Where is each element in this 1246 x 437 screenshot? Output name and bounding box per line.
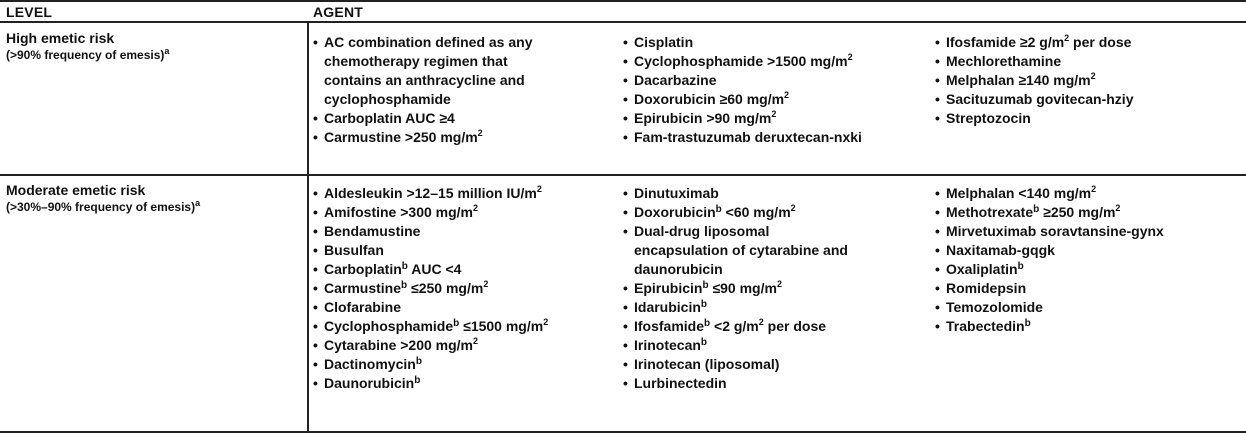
- list-item: • Daunorubicin$^b$: [313, 375, 421, 391]
- list-item: • Cyclophosphamide$^b$ ≤1500 $mg/m^2$: [313, 317, 549, 334]
- list-item: • Romidepsin: [935, 280, 1027, 296]
- list-item: • Naxitamab-gqgk: [935, 242, 1055, 258]
- level-high-sub: (>90% frequency of emesis)$^a$: [6, 46, 170, 62]
- list-item: • Bendamustine: [313, 223, 421, 239]
- list-item: • Temozolomide: [935, 299, 1043, 315]
- row-divider: [0, 174, 1246, 176]
- level-moderate-title: Moderate emetic risk: [6, 182, 146, 198]
- moderate-agents-col-3: [935, 184, 1164, 336]
- list-item: • Fam-trastuzumab deruxtecan-nxki: [623, 129, 862, 145]
- list-item: • Ifosfamide$^b$ <2 $g/m^2$ per dose: [623, 317, 827, 334]
- list-item: • Mechlorethamine: [935, 53, 1062, 69]
- list-item: • Doxorubicin ≥60 $mg/m^2$: [623, 90, 790, 107]
- header-level: LEVEL: [6, 4, 53, 20]
- list-item: • Epirubicin$^b$ ≤90 $mg/m^2$: [623, 279, 782, 296]
- list-item: • Sacituzumab govitecan-hziy: [935, 91, 1134, 107]
- header-agent: AGENT: [313, 4, 363, 20]
- list-item: • Streptozocin: [935, 110, 1031, 126]
- list-item-cont: contains an anthracycline and: [324, 72, 525, 88]
- list-item: • Melphalan <140 $mg/m^2$: [935, 184, 1097, 201]
- list-item: • Melphalan ≥140 $mg/m^2$: [935, 71, 1096, 88]
- list-item: • Trabectedin$^b$: [935, 318, 1031, 334]
- high-agents-col-1: [313, 33, 532, 147]
- level-high-title: High emetic risk: [6, 30, 115, 46]
- list-item: • Cisplatin: [623, 34, 694, 50]
- list-item: • Carmustine$^b$ ≤250 $mg/m^2$: [313, 279, 489, 296]
- high-agents-col-3: [935, 33, 1133, 128]
- list-item-cont: cyclophosphamide: [324, 91, 451, 107]
- list-item: • Carmustine >250 $mg/m^2$: [313, 128, 483, 145]
- list-item: • Irinotecan$^b$: [623, 337, 708, 353]
- list-item: • Mirvetuximab soravtansine-gynx: [935, 223, 1164, 239]
- list-item: • Idarubicin$^b$: [623, 299, 708, 315]
- list-item: • Carboplatin$^b$ AUC <4: [313, 261, 462, 277]
- list-item: • Lurbinectedin: [623, 375, 727, 391]
- bottom-rule: [0, 431, 1246, 433]
- list-item-cont: chemotherapy regimen that: [324, 53, 508, 69]
- list-item: • Oxaliplatin$^b$: [935, 261, 1024, 277]
- high-agents-col-2: [623, 33, 862, 147]
- list-item: • Methotrexate$^b$ ≥250 $mg/m^2$: [935, 203, 1121, 220]
- list-item: • Dacarbazine: [623, 72, 717, 88]
- level-moderate: [6, 182, 200, 216]
- list-item: • Epirubicin >90 $mg/m^2$: [623, 109, 777, 126]
- list-item: • Irinotecan (liposomal): [623, 356, 780, 372]
- list-item: • Dactinomycin$^b$: [313, 356, 422, 372]
- moderate-agents-col-2: [623, 184, 848, 393]
- list-item-cont: daunorubicin: [634, 261, 723, 277]
- level-moderate-sub: (>30%–90% frequency of emesis)$^a$: [6, 198, 201, 214]
- list-item: • Dual-drug liposomal: [623, 223, 770, 239]
- top-rule: [0, 0, 1246, 2]
- header-rule: [0, 21, 1246, 23]
- list-item: • Clofarabine: [313, 299, 402, 315]
- list-item: • Carboplatin AUC ≥4: [313, 110, 455, 126]
- column-divider: [307, 23, 309, 431]
- list-item-cont: encapsulation of cytarabine and: [634, 242, 848, 258]
- list-item: • Dinutuximab: [623, 185, 719, 201]
- moderate-agents-col-1: [313, 184, 548, 393]
- list-item: • Busulfan: [313, 242, 384, 258]
- list-item: • Doxorubicin$^b$ <60 $mg/m^2$: [623, 203, 796, 220]
- list-item: • Cytarabine >200 $mg/m^2$: [313, 336, 479, 353]
- level-high: [6, 30, 169, 64]
- list-item: • AC combination defined as any: [313, 34, 533, 50]
- list-item: • Aldesleukin >12–15 million $IU/m^2$: [313, 184, 542, 201]
- list-item: • Ifosfamide ≥2 $g/m^2$ per dose: [935, 33, 1132, 50]
- list-item: • Amifostine >300 $mg/m^2$: [313, 203, 479, 220]
- list-item: • Cyclophosphamide >1500 $mg/m^2$: [623, 52, 853, 69]
